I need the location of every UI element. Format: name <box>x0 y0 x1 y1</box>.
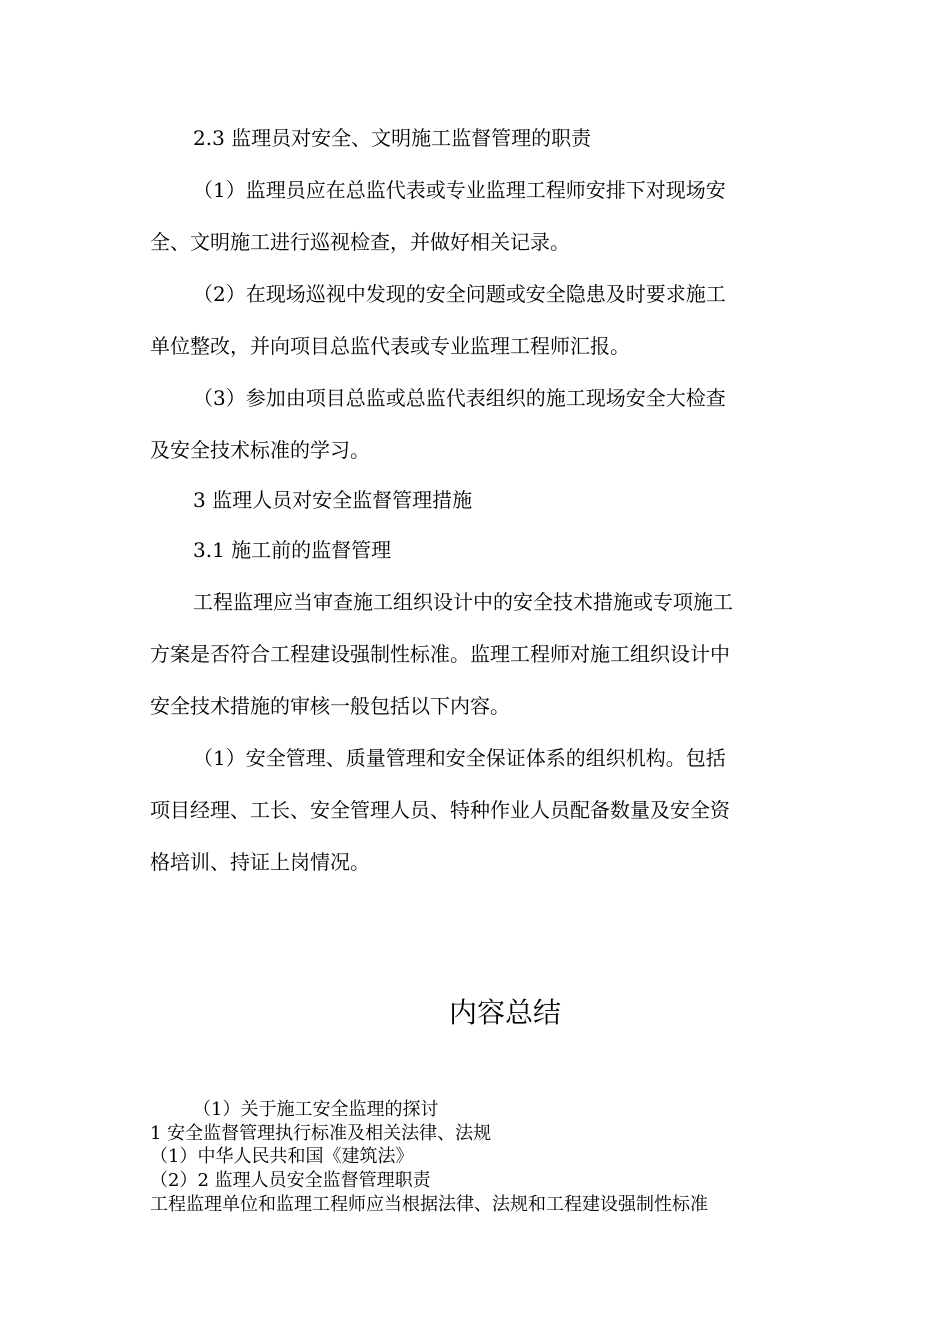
paragraph-line: 全、文明施工进行巡视检查，并做好相关记录。 <box>150 230 570 254</box>
paragraph-line: 项目经理、工长、安全管理人员、特种作业人员配备数量及安全资 <box>150 798 730 822</box>
summary-line: 1 安全监督管理执行标准及相关法律、法规 <box>150 1123 492 1144</box>
paragraph-line: （3）参加由项目总监或总监代表组织的施工现场安全大检查 <box>193 386 726 410</box>
summary-line: （1）中华人民共和国《建筑法》 <box>150 1146 414 1167</box>
section-heading-3: 3 监理人员对安全监督管理措施 <box>193 488 473 512</box>
paragraph-line: （1）安全管理、质量管理和安全保证体系的组织机构。包括 <box>193 746 726 770</box>
paragraph-line: 安全技术措施的审核一般包括以下内容。 <box>150 694 510 718</box>
paragraph-line: 工程监理应当审查施工组织设计中的安全技术措施或专项施工 <box>193 590 733 614</box>
paragraph-line: 格培训、持证上岗情况。 <box>150 850 370 874</box>
paragraph-line: 单位整改，并向项目总监代表或专业监理工程师汇报。 <box>150 334 630 358</box>
summary-line: 工程监理单位和监理工程师应当根据法律、法规和工程建设强制性标准 <box>150 1194 708 1215</box>
summary-line: （1）关于施工安全监理的探讨 <box>193 1099 439 1120</box>
summary-line: （2）2 监理人员安全监督管理职责 <box>150 1170 431 1191</box>
section-heading-3-1: 3.1 施工前的监督管理 <box>193 538 392 562</box>
paragraph-line: （1）监理员应在总监代表或专业监理工程师安排下对现场安 <box>193 178 726 202</box>
section-heading-2-3: 2.3 监理员对安全、文明施工监督管理的职责 <box>193 126 592 150</box>
paragraph-line: （2）在现场巡视中发现的安全问题或安全隐患及时要求施工 <box>193 282 726 306</box>
summary-title: 内容总结 <box>448 996 561 1029</box>
paragraph-line: 及安全技术标准的学习。 <box>150 438 370 462</box>
paragraph-line: 方案是否符合工程建设强制性标准。监理工程师对施工组织设计中 <box>150 642 730 666</box>
